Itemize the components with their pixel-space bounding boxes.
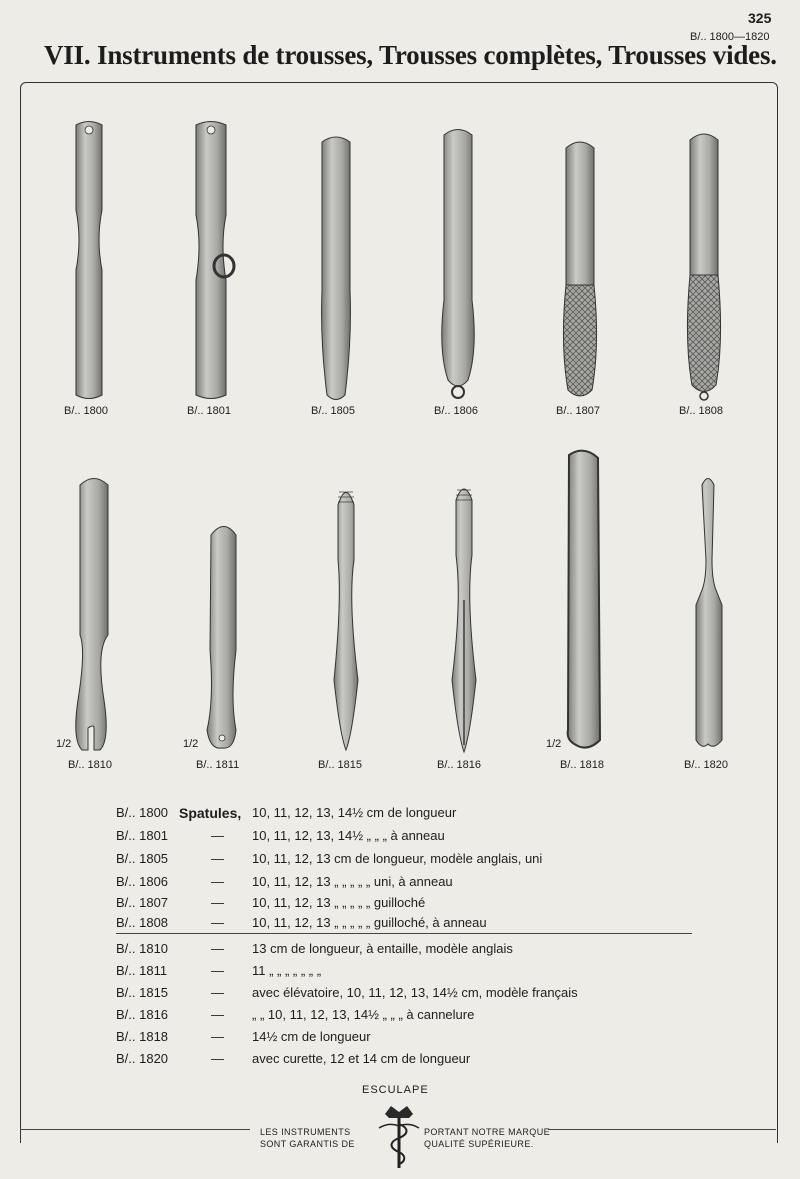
instrument-label: B/.. 1801 [187, 405, 232, 417]
page-title: VII. Instruments de trousses, Trousses complètes, Trousses vides. [44, 40, 777, 70]
item-description: 11 „ „ „ „ „ „ „ [252, 963, 322, 978]
item-code: B/.. 1805 [116, 851, 169, 866]
footer-rule-left [20, 1129, 250, 1130]
instrument-label: B/.. 1808 [679, 405, 724, 417]
item-description: 10, 11, 12, 13, 14½ cm de longueur [252, 805, 457, 820]
item-dash: — [211, 985, 224, 1000]
item-code: B/.. 1810 [116, 941, 169, 956]
spatula-1801 [196, 122, 234, 399]
item-description: 10, 11, 12, 13 „ „ „ „ „ guilloché, à anneau [252, 915, 487, 930]
item-code: B/.. 1808 [116, 915, 169, 930]
spatula-1815 [334, 492, 358, 750]
item-description: avec curette, 12 et 14 cm de longueur [252, 1051, 471, 1066]
item-description: 10, 11, 12, 13, 14½ „ „ „ à anneau [252, 828, 445, 843]
item-dash: — [211, 874, 224, 889]
item-code: B/.. 1818 [116, 1029, 169, 1044]
curette-1820 [696, 479, 722, 747]
item-code: B/.. 1800 [116, 805, 169, 820]
footer-rule-right [548, 1129, 776, 1130]
item-description: „ „ 10, 11, 12, 13, 14½ „ „ „ à cannelure [252, 1007, 475, 1022]
item-dash: — [211, 1029, 224, 1044]
item-code: B/.. 1806 [116, 874, 169, 889]
scale-note: 1/2 [183, 738, 199, 750]
instrument-label: B/.. 1807 [556, 405, 601, 417]
instrument-label: B/.. 1820 [684, 759, 729, 771]
item-dash: — [211, 963, 224, 978]
item-code: B/.. 1820 [116, 1051, 169, 1066]
page-number: 325 [748, 10, 772, 26]
instrument-label: B/.. 1816 [437, 759, 482, 771]
instrument-label: B/.. 1800 [64, 405, 109, 417]
instrument-label: B/.. 1811 [196, 759, 240, 771]
instrument-label: B/.. 1818 [560, 759, 605, 771]
item-code: B/.. 1811 [116, 963, 168, 978]
item-code: B/.. 1801 [116, 828, 169, 843]
footer-text-left-2: SONT GARANTIS DE [260, 1139, 355, 1149]
spatula-1811 [207, 527, 236, 749]
instrument-label: B/.. 1810 [68, 759, 113, 771]
item-dash: — [211, 851, 224, 866]
footer-text-right-2: QUALITÉ SUPÉRIEURE. [424, 1139, 534, 1149]
instrument-label: B/.. 1806 [434, 405, 479, 417]
catalog-range: B/.. 1800—1820 [690, 31, 770, 43]
instrument-label: B/.. 1805 [311, 405, 356, 417]
item-description: 14½ cm de longueur [252, 1029, 371, 1044]
scale-note: 1/2 [56, 738, 72, 750]
item-code: B/.. 1807 [116, 895, 169, 910]
table-divider [116, 933, 692, 934]
spatula-1800 [76, 122, 102, 399]
scale-note: 1/2 [546, 738, 562, 750]
item-code: B/.. 1816 [116, 1007, 169, 1022]
spatula-1808 [687, 134, 720, 400]
item-description: 13 cm de longueur, à entaille, modèle anglais [252, 941, 513, 956]
spatula-1807 [563, 142, 596, 396]
item-dash: — [211, 1007, 224, 1022]
spatula-1806 [442, 130, 475, 399]
instrument-label: B/.. 1815 [318, 759, 363, 771]
spatula-1810 [76, 479, 108, 751]
footer-text-left-1: LES INSTRUMENTS [260, 1127, 351, 1137]
item-description: avec élévatoire, 10, 11, 12, 13, 14½ cm, modèle français [252, 985, 578, 1000]
spatula-1816 [452, 489, 476, 752]
esculape-logo [375, 1102, 423, 1172]
item-description: 10, 11, 12, 13 „ „ „ „ „ uni, à anneau [252, 874, 453, 889]
item-dash: — [211, 915, 224, 930]
item-description: 10, 11, 12, 13 cm de longueur, modèle anglais, uni [252, 851, 543, 866]
item-dash: — [211, 828, 224, 843]
brand-name: ESCULAPE [362, 1084, 429, 1096]
item-code: B/.. 1815 [116, 985, 169, 1000]
spatula-1818 [568, 451, 600, 748]
item-description: 10, 11, 12, 13 „ „ „ „ „ guilloché [252, 895, 426, 910]
item-name: Spatules, [179, 805, 242, 821]
spatula-1805 [322, 137, 351, 400]
item-dash: — [211, 941, 224, 956]
item-dash: — [211, 895, 224, 910]
item-dash: — [211, 1051, 224, 1066]
footer-text-right-1: PORTANT NOTRE MARQUE [424, 1127, 551, 1137]
